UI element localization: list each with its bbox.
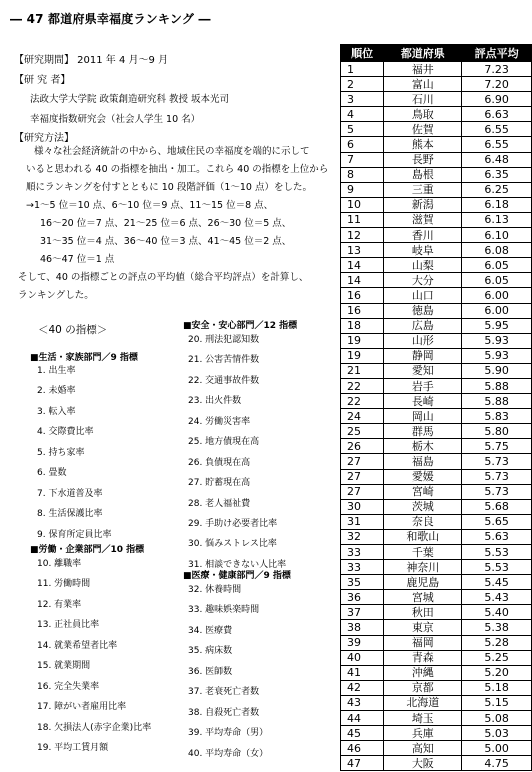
rank-cell: 47 xyxy=(341,756,384,771)
table-row xyxy=(341,680,532,695)
score-cell: 5.80 xyxy=(462,424,532,439)
rank-cell: 6 xyxy=(341,137,384,152)
rank-cell: 35 xyxy=(341,575,384,590)
prefecture-cell: 三重 xyxy=(384,182,462,197)
score-cell: 5.45 xyxy=(462,575,532,590)
prefecture-cell: 鳥取 xyxy=(384,107,462,122)
rank-cell: 33 xyxy=(341,560,384,575)
rank-cell: 27 xyxy=(341,484,384,499)
prefecture-cell: 愛媛 xyxy=(384,469,462,484)
score-cell: 5.73 xyxy=(462,484,532,499)
indicator-item: 19. 平均工賃月額 xyxy=(37,742,109,753)
prefecture-cell: 福島 xyxy=(384,454,462,469)
rank-cell: 33 xyxy=(341,545,384,560)
table-row xyxy=(341,333,532,348)
indicator-item: 38. 自殺死亡者数 xyxy=(188,707,260,718)
prefecture-cell: 大阪 xyxy=(384,756,462,771)
score-cell: 5.88 xyxy=(462,378,532,393)
score-cell: 6.13 xyxy=(462,212,532,227)
score-cell: 6.10 xyxy=(462,228,532,243)
rank-cell: 16 xyxy=(341,303,384,318)
indicator-item: 29. 手助け必要者比率 xyxy=(188,518,278,529)
ranking-table xyxy=(340,44,532,771)
category-list-life xyxy=(37,361,111,545)
prefecture-cell: 沖縄 xyxy=(384,665,462,680)
score-cell: 5.65 xyxy=(462,514,532,529)
method-line: →1～5 位＝10 点、6～10 位＝9 点、11～15 位＝8 点、 xyxy=(26,200,274,211)
rank-cell: 14 xyxy=(341,258,384,273)
score-cell: 6.00 xyxy=(462,288,532,303)
table-row xyxy=(341,650,532,665)
indicator-item: 5. 持ち家率 xyxy=(37,447,85,458)
indicator-item: 18. 欠損法人(赤字企業)比率 xyxy=(37,722,152,733)
score-cell: 5.93 xyxy=(462,333,532,348)
table-row xyxy=(341,605,532,620)
score-cell: 6.63 xyxy=(462,107,532,122)
score-cell: 5.00 xyxy=(462,741,532,756)
score-cell: 6.05 xyxy=(462,273,532,288)
table-row xyxy=(341,590,532,605)
indicator-item: 37. 老衰死亡者数 xyxy=(188,687,260,698)
table-row xyxy=(341,318,532,333)
rank-cell: 21 xyxy=(341,363,384,378)
header-prefecture: 都道府県 xyxy=(384,45,462,62)
rank-cell: 45 xyxy=(341,726,384,741)
prefecture-cell: 山口 xyxy=(384,288,462,303)
prefecture-cell: 島根 xyxy=(384,167,462,182)
table-row xyxy=(341,228,532,243)
table-row xyxy=(341,197,532,212)
rank-cell: 3 xyxy=(341,92,384,107)
rank-cell: 10 xyxy=(341,197,384,212)
score-cell: 7.23 xyxy=(462,62,532,77)
prefecture-cell: 高知 xyxy=(384,741,462,756)
indicator-item: 2. 未婚率 xyxy=(37,386,76,397)
table-row xyxy=(341,182,532,197)
prefecture-cell: 神奈川 xyxy=(384,560,462,575)
method-line: そして、40 の指標ごとの評点の平均値（総合平均評点）を計算し、 xyxy=(18,272,309,283)
rank-cell: 30 xyxy=(341,499,384,514)
rank-cell: 11 xyxy=(341,212,384,227)
table-row xyxy=(341,726,532,741)
rank-cell: 14 xyxy=(341,273,384,288)
prefecture-cell: 埼玉 xyxy=(384,711,462,726)
prefecture-cell: 京都 xyxy=(384,680,462,695)
indicator-item: 28. 老人福祉費 xyxy=(188,498,251,509)
method-line: 46～47 位＝1 点 xyxy=(40,254,115,265)
rank-cell: 13 xyxy=(341,243,384,258)
score-cell: 5.95 xyxy=(462,318,532,333)
prefecture-cell: 千葉 xyxy=(384,545,462,560)
category-list-safety xyxy=(188,330,286,575)
header-score: 評点平均 xyxy=(462,45,532,62)
indicator-item: 4. 交際費比率 xyxy=(37,427,94,438)
page-title: ― 47 都道府県幸福度ランキング ― xyxy=(10,12,211,26)
score-cell: 5.20 xyxy=(462,665,532,680)
indicator-item: 10. 離職率 xyxy=(37,559,82,569)
prefecture-cell: 徳島 xyxy=(384,303,462,318)
prefecture-cell: 北海道 xyxy=(384,695,462,710)
score-cell: 5.83 xyxy=(462,409,532,424)
prefecture-cell: 愛知 xyxy=(384,363,462,378)
indicator-item: 26. 負債現在高 xyxy=(188,457,251,468)
indicator-item: 8. 生活保護比率 xyxy=(37,509,103,520)
method-line: 順にランキングを付すとともに 10 段階評価（1～10 点）をした。 xyxy=(26,182,312,193)
indicator-item: 39. 平均寿命（男） xyxy=(188,728,269,739)
score-cell: 6.25 xyxy=(462,182,532,197)
ranking-body xyxy=(341,62,532,771)
table-row xyxy=(341,545,532,560)
prefecture-cell: 和歌山 xyxy=(384,529,462,544)
indicator-item: 11. 労働時間 xyxy=(37,579,91,590)
category-heading-safety: ■安全・安心部門／12 指標 xyxy=(183,321,298,331)
period-label: 【研究期間】 2011 年 4 月～9 月 xyxy=(14,55,169,66)
indicator-item: 15. 就業期間 xyxy=(37,661,91,672)
table-row xyxy=(341,77,532,92)
category-heading-health: ■医療・健康部門／9 指標 xyxy=(183,571,291,581)
prefecture-cell: 青森 xyxy=(384,650,462,665)
prefecture-cell: 熊本 xyxy=(384,137,462,152)
prefecture-cell: 宮崎 xyxy=(384,484,462,499)
rank-cell: 7 xyxy=(341,152,384,167)
prefecture-cell: 東京 xyxy=(384,620,462,635)
score-cell: 5.75 xyxy=(462,439,532,454)
researcher-name: 法政大学大学院 政策創造研究科 教授 坂本光司 xyxy=(30,94,230,105)
method-label: 【研究方法】 xyxy=(14,133,74,144)
score-cell: 5.88 xyxy=(462,394,532,409)
prefecture-cell: 滋賀 xyxy=(384,212,462,227)
prefecture-cell: 茨城 xyxy=(384,499,462,514)
rank-cell: 27 xyxy=(341,454,384,469)
prefecture-cell: 福井 xyxy=(384,62,462,77)
score-cell: 5.53 xyxy=(462,560,532,575)
prefecture-cell: 長崎 xyxy=(384,394,462,409)
rank-cell: 43 xyxy=(341,695,384,710)
score-cell: 5.73 xyxy=(462,469,532,484)
table-row xyxy=(341,167,532,182)
prefecture-cell: 石川 xyxy=(384,92,462,107)
table-row xyxy=(341,107,532,122)
indicator-item: 12. 有業率 xyxy=(37,599,82,610)
rank-cell: 2 xyxy=(341,77,384,92)
table-row xyxy=(341,741,532,756)
prefecture-cell: 岐阜 xyxy=(384,243,462,258)
indicator-item: 1. 出生率 xyxy=(37,366,76,376)
rank-cell: 8 xyxy=(341,167,384,182)
table-row xyxy=(341,756,532,771)
indicator-item: 36. 医師数 xyxy=(188,666,233,677)
score-cell: 5.18 xyxy=(462,680,532,695)
prefecture-cell: 大分 xyxy=(384,273,462,288)
table-row xyxy=(341,665,532,680)
score-cell: 7.20 xyxy=(462,77,532,92)
indicator-item: 14. 就業希望者比率 xyxy=(37,640,118,651)
indicator-item: 25. 地方債現在高 xyxy=(188,437,260,448)
table-row xyxy=(341,469,532,484)
indicator-item: 33. 趣味娯楽時間 xyxy=(188,605,260,616)
method-line: 16～20 位＝7 点、21～25 位＝6 点、26～30 位＝5 点、 xyxy=(40,218,292,229)
table-row xyxy=(341,620,532,635)
indicator-item: 21. 公害苦情件数 xyxy=(188,355,260,366)
score-cell: 5.38 xyxy=(462,620,532,635)
table-row xyxy=(341,394,532,409)
table-row xyxy=(341,454,532,469)
method-description xyxy=(18,143,329,305)
rank-cell: 9 xyxy=(341,182,384,197)
indicator-item: 31. 相談できない人比率 xyxy=(188,559,287,570)
score-cell: 6.90 xyxy=(462,92,532,107)
rank-cell: 39 xyxy=(341,635,384,650)
score-cell: 5.40 xyxy=(462,605,532,620)
indicators-title: ＜40 の指標＞ xyxy=(38,324,108,336)
prefecture-cell: 鹿児島 xyxy=(384,575,462,590)
score-cell: 6.08 xyxy=(462,243,532,258)
table-row xyxy=(341,575,532,590)
table-row xyxy=(341,243,532,258)
rank-cell: 27 xyxy=(341,469,384,484)
score-cell: 5.53 xyxy=(462,545,532,560)
method-line: 様々な社会経済統計の中から、地域住民の幸福度を端的に示して xyxy=(34,146,310,157)
table-row xyxy=(341,711,532,726)
prefecture-cell: 香川 xyxy=(384,228,462,243)
category-heading-life: ■生活・家族部門／9 指標 xyxy=(30,353,138,363)
rank-cell: 37 xyxy=(341,605,384,620)
rank-cell: 31 xyxy=(341,514,384,529)
table-row xyxy=(341,409,532,424)
score-cell: 6.00 xyxy=(462,303,532,318)
rank-cell: 22 xyxy=(341,378,384,393)
prefecture-cell: 福岡 xyxy=(384,635,462,650)
rank-cell: 24 xyxy=(341,409,384,424)
header-rank: 順位 xyxy=(341,45,384,62)
prefecture-cell: 佐賀 xyxy=(384,122,462,137)
prefecture-cell: 宮城 xyxy=(384,590,462,605)
table-row xyxy=(341,560,532,575)
rank-cell: 19 xyxy=(341,348,384,363)
rank-cell: 36 xyxy=(341,590,384,605)
indicator-item: 6. 畳数 xyxy=(37,468,67,479)
rank-cell: 18 xyxy=(341,318,384,333)
table-row xyxy=(341,439,532,454)
score-cell: 5.25 xyxy=(462,650,532,665)
indicator-item: 3. 転入率 xyxy=(37,406,76,417)
prefecture-cell: 山梨 xyxy=(384,258,462,273)
score-cell: 5.03 xyxy=(462,726,532,741)
rank-cell: 5 xyxy=(341,122,384,137)
table-row xyxy=(341,514,532,529)
rank-cell: 16 xyxy=(341,288,384,303)
prefecture-cell: 秋田 xyxy=(384,605,462,620)
researcher-label: 【研 究 者】 xyxy=(14,75,71,86)
score-cell: 5.90 xyxy=(462,363,532,378)
score-cell: 5.43 xyxy=(462,590,532,605)
score-cell: 5.63 xyxy=(462,529,532,544)
score-cell: 6.55 xyxy=(462,137,532,152)
prefecture-cell: 静岡 xyxy=(384,348,462,363)
score-cell: 5.15 xyxy=(462,695,532,710)
score-cell: 5.28 xyxy=(462,635,532,650)
rank-cell: 44 xyxy=(341,711,384,726)
rank-cell: 22 xyxy=(341,394,384,409)
indicator-item: 32. 休養時間 xyxy=(188,585,242,595)
indicator-item: 35. 病床数 xyxy=(188,646,233,657)
prefecture-cell: 岩手 xyxy=(384,378,462,393)
indicator-item: 27. 貯蓄現在高 xyxy=(188,478,251,489)
indicator-item: 40. 平均寿命（女） xyxy=(188,748,269,759)
indicator-item: 23. 出火件数 xyxy=(188,396,242,407)
indicator-item: 20. 刑法犯認知数 xyxy=(188,335,260,345)
indicator-item: 9. 保育所定員比率 xyxy=(37,529,112,540)
prefecture-cell: 長野 xyxy=(384,152,462,167)
category-heading-labor: ■労働・企業部門／10 指標 xyxy=(30,545,145,555)
indicator-item: 13. 正社員比率 xyxy=(37,620,100,631)
score-cell: 6.55 xyxy=(462,122,532,137)
prefecture-cell: 富山 xyxy=(384,77,462,92)
prefecture-cell: 奈良 xyxy=(384,514,462,529)
rank-cell: 1 xyxy=(341,62,384,77)
score-cell: 4.75 xyxy=(462,756,532,771)
method-line: ランキングした。 xyxy=(18,290,94,301)
score-cell: 6.05 xyxy=(462,258,532,273)
table-row xyxy=(341,273,532,288)
score-cell: 5.93 xyxy=(462,348,532,363)
table-row xyxy=(341,92,532,107)
table-row xyxy=(341,288,532,303)
prefecture-cell: 群馬 xyxy=(384,424,462,439)
rank-cell: 40 xyxy=(341,650,384,665)
rank-cell: 32 xyxy=(341,529,384,544)
table-row xyxy=(341,635,532,650)
prefecture-cell: 新潟 xyxy=(384,197,462,212)
prefecture-cell: 山形 xyxy=(384,333,462,348)
table-row xyxy=(341,258,532,273)
method-line: 31～35 位＝4 点、36～40 位＝3 点、41～45 位＝2 点、 xyxy=(40,236,292,247)
rank-cell: 26 xyxy=(341,439,384,454)
rank-cell: 4 xyxy=(341,107,384,122)
table-row xyxy=(341,378,532,393)
score-cell: 6.18 xyxy=(462,197,532,212)
rank-cell: 12 xyxy=(341,228,384,243)
indicator-item: 24. 労働災害率 xyxy=(188,416,251,427)
table-row xyxy=(341,212,532,227)
rank-cell: 25 xyxy=(341,424,384,439)
indicator-item: 17. 障がい者雇用比率 xyxy=(37,702,127,713)
rank-cell: 19 xyxy=(341,333,384,348)
method-line: いると思われる 40 の指標を抽出・加工。これら 40 の指標を上位から xyxy=(26,164,329,175)
indicator-item: 34. 医療費 xyxy=(188,625,233,636)
indicator-item: 22. 交通事故件数 xyxy=(188,375,260,386)
category-list-labor xyxy=(37,554,151,758)
table-row xyxy=(341,499,532,514)
rank-cell: 41 xyxy=(341,665,384,680)
rank-cell: 42 xyxy=(341,680,384,695)
table-row xyxy=(341,137,532,152)
rank-cell: 38 xyxy=(341,620,384,635)
table-row xyxy=(341,62,532,77)
indicator-item: 30. 悩みストレス比率 xyxy=(188,539,277,550)
table-row xyxy=(341,424,532,439)
score-cell: 5.08 xyxy=(462,711,532,726)
table-row xyxy=(341,695,532,710)
table-row xyxy=(341,529,532,544)
prefecture-cell: 広島 xyxy=(384,318,462,333)
score-cell: 6.35 xyxy=(462,167,532,182)
ranking-header-row xyxy=(341,45,532,62)
research-group: 幸福度指数研究会（社会人学生 10 名） xyxy=(30,114,201,125)
indicator-item: 16. 完全失業率 xyxy=(37,681,100,692)
prefecture-cell: 岡山 xyxy=(384,409,462,424)
prefecture-cell: 兵庫 xyxy=(384,726,462,741)
prefecture-cell: 栃木 xyxy=(384,439,462,454)
table-row xyxy=(341,303,532,318)
table-row xyxy=(341,363,532,378)
category-list-health xyxy=(188,580,268,764)
score-cell: 5.68 xyxy=(462,499,532,514)
indicator-item: 7. 下水道普及率 xyxy=(37,488,103,499)
table-row xyxy=(341,122,532,137)
table-row xyxy=(341,152,532,167)
score-cell: 5.73 xyxy=(462,454,532,469)
rank-cell: 46 xyxy=(341,741,384,756)
table-row xyxy=(341,348,532,363)
score-cell: 6.48 xyxy=(462,152,532,167)
table-row xyxy=(341,484,532,499)
